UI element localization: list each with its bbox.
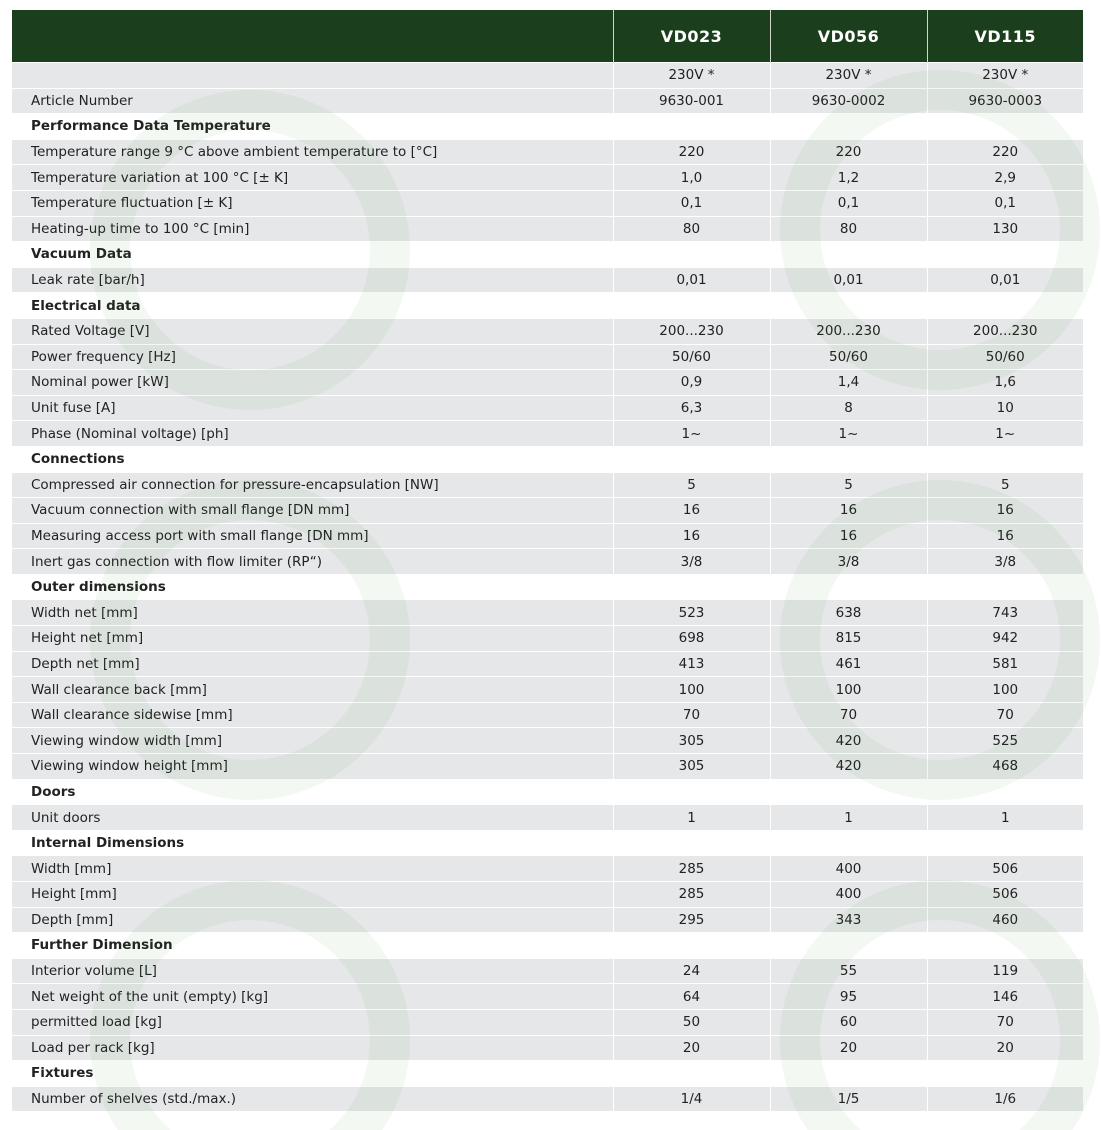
row-value: 80: [613, 216, 770, 242]
row-value: 220: [770, 139, 927, 165]
row-value: 461: [770, 651, 927, 677]
row-value: 146: [927, 984, 1083, 1010]
row-label: permitted load [kg]: [12, 1009, 613, 1035]
row-label: Compressed air connection for pressure-encapsulation [NW]: [12, 472, 613, 498]
row-value: 698: [613, 626, 770, 652]
row-value: 16: [770, 498, 927, 524]
row-value: 3/8: [927, 549, 1083, 575]
row-label: Heating-up time to 100 °C [min]: [12, 216, 613, 242]
row-value: 24: [613, 958, 770, 984]
row-value: 100: [927, 677, 1083, 703]
row-value: 1~: [613, 421, 770, 447]
row-value: 9630-0002: [770, 88, 927, 114]
spec-table: [12, 10, 1083, 1111]
table-row: [12, 267, 1083, 293]
row-value: 10: [927, 395, 1083, 421]
row-value: 581: [927, 651, 1083, 677]
table-row: [12, 1009, 1083, 1035]
row-value: 100: [770, 677, 927, 703]
row-value: 506: [927, 856, 1083, 882]
row-label: Interior volume [L]: [12, 958, 613, 984]
section-title: Vacuum Data: [12, 242, 1083, 268]
table-row: [12, 523, 1083, 549]
row-label: Inert gas connection with flow limiter (RP“): [12, 549, 613, 575]
table-row: [12, 754, 1083, 780]
table-row: [12, 677, 1083, 703]
row-label: Unit doors: [12, 805, 613, 831]
table-row: [12, 1035, 1083, 1061]
section-header-row: [12, 779, 1083, 805]
row-value: 70: [613, 702, 770, 728]
row-label: Leak rate [bar/h]: [12, 267, 613, 293]
row-value: 468: [927, 754, 1083, 780]
table-row: [12, 190, 1083, 216]
row-value: 20: [613, 1035, 770, 1061]
row-label: Number of shelves (std./max.): [12, 1086, 613, 1111]
section-header-row: [12, 933, 1083, 959]
row-value: 0,01: [927, 267, 1083, 293]
row-value: 50/60: [927, 344, 1083, 370]
row-value: 70: [927, 1009, 1083, 1035]
row-value: 8: [770, 395, 927, 421]
row-value: 1/5: [770, 1086, 927, 1111]
row-value: 16: [927, 498, 1083, 524]
table-row: [12, 139, 1083, 165]
row-value: 2,9: [927, 165, 1083, 191]
row-value: 420: [770, 754, 927, 780]
section-title: Performance Data Temperature: [12, 114, 1083, 140]
model-header: VD115: [927, 10, 1083, 63]
section-title: Outer dimensions: [12, 574, 1083, 600]
row-value: 1~: [927, 421, 1083, 447]
row-value: 220: [927, 139, 1083, 165]
row-value: 413: [613, 651, 770, 677]
row-value: 523: [613, 600, 770, 626]
row-value: 305: [613, 728, 770, 754]
row-value: 0,01: [613, 267, 770, 293]
row-value: 220: [613, 139, 770, 165]
row-value: 0,1: [770, 190, 927, 216]
row-value: 506: [927, 882, 1083, 908]
model-header: VD056: [770, 10, 927, 63]
section-title: Electrical data: [12, 293, 1083, 319]
row-value: 1~: [770, 421, 927, 447]
row-label: Width net [mm]: [12, 600, 613, 626]
row-value: 460: [927, 907, 1083, 933]
table-row: [12, 984, 1083, 1010]
row-value: 20: [927, 1035, 1083, 1061]
row-label: Height [mm]: [12, 882, 613, 908]
row-value: 420: [770, 728, 927, 754]
row-value: 3/8: [613, 549, 770, 575]
section-title: Further Dimension: [12, 933, 1083, 959]
table-row: [12, 88, 1083, 114]
row-value: 230V *: [613, 63, 770, 89]
header-row: [12, 10, 1083, 63]
row-label: Height net [mm]: [12, 626, 613, 652]
row-value: 200...230: [613, 318, 770, 344]
section-title: Connections: [12, 446, 1083, 472]
row-value: 9630-0003: [927, 88, 1083, 114]
row-value: 200...230: [770, 318, 927, 344]
table-row: [12, 805, 1083, 831]
row-value: 638: [770, 600, 927, 626]
row-value: 5: [770, 472, 927, 498]
table-row: [12, 370, 1083, 396]
row-label: [12, 63, 613, 89]
row-label: Temperature fluctuation [± K]: [12, 190, 613, 216]
row-label: Unit fuse [A]: [12, 395, 613, 421]
row-value: 743: [927, 600, 1083, 626]
section-header-row: [12, 293, 1083, 319]
table-row: [12, 498, 1083, 524]
row-value: 9630-001: [613, 88, 770, 114]
row-value: 1,4: [770, 370, 927, 396]
row-value: 100: [613, 677, 770, 703]
table-row: [12, 318, 1083, 344]
table-row: [12, 600, 1083, 626]
row-value: 295: [613, 907, 770, 933]
table-row: [12, 216, 1083, 242]
table-row: [12, 395, 1083, 421]
row-value: 1: [927, 805, 1083, 831]
table-row: [12, 702, 1083, 728]
row-value: 130: [927, 216, 1083, 242]
row-value: 942: [927, 626, 1083, 652]
section-title: Fixtures: [12, 1061, 1083, 1087]
row-value: 95: [770, 984, 927, 1010]
row-value: 305: [613, 754, 770, 780]
row-value: 815: [770, 626, 927, 652]
row-value: 1: [770, 805, 927, 831]
row-value: 285: [613, 856, 770, 882]
row-label: Viewing window width [mm]: [12, 728, 613, 754]
row-label: Rated Voltage [V]: [12, 318, 613, 344]
table-row: [12, 626, 1083, 652]
row-value: 3/8: [770, 549, 927, 575]
row-value: 16: [613, 498, 770, 524]
row-value: 1/4: [613, 1086, 770, 1111]
row-label: Vacuum connection with small flange [DN mm]: [12, 498, 613, 524]
row-value: 50/60: [770, 344, 927, 370]
row-label: Nominal power [kW]: [12, 370, 613, 396]
row-value: 1/6: [927, 1086, 1083, 1111]
row-label: Temperature variation at 100 °C [± K]: [12, 165, 613, 191]
table-row: [12, 472, 1083, 498]
section-title: Internal Dimensions: [12, 830, 1083, 856]
row-value: 0,1: [613, 190, 770, 216]
row-value: 230V *: [770, 63, 927, 89]
row-value: 20: [770, 1035, 927, 1061]
table-row: [12, 1086, 1083, 1111]
row-value: 16: [927, 523, 1083, 549]
row-value: 119: [927, 958, 1083, 984]
row-value: 16: [770, 523, 927, 549]
row-value: 525: [927, 728, 1083, 754]
row-value: 1,2: [770, 165, 927, 191]
row-label: Phase (Nominal voltage) [ph]: [12, 421, 613, 447]
row-value: 5: [927, 472, 1083, 498]
row-label: Article Number: [12, 88, 613, 114]
row-label: Depth [mm]: [12, 907, 613, 933]
table-row: [12, 344, 1083, 370]
section-header-row: [12, 574, 1083, 600]
table-row: [12, 63, 1083, 89]
row-label: Wall clearance back [mm]: [12, 677, 613, 703]
section-header-row: [12, 1061, 1083, 1087]
row-value: 5: [613, 472, 770, 498]
row-label: Wall clearance sidewise [mm]: [12, 702, 613, 728]
row-value: 70: [927, 702, 1083, 728]
table-row: [12, 856, 1083, 882]
row-value: 1,0: [613, 165, 770, 191]
row-label: Depth net [mm]: [12, 651, 613, 677]
section-header-row: [12, 446, 1083, 472]
row-value: 6,3: [613, 395, 770, 421]
row-label: Measuring access port with small flange [DN mm]: [12, 523, 613, 549]
row-value: 343: [770, 907, 927, 933]
row-label: Power frequency [Hz]: [12, 344, 613, 370]
row-value: 80: [770, 216, 927, 242]
row-value: 55: [770, 958, 927, 984]
row-value: 16: [613, 523, 770, 549]
row-label: Load per rack [kg]: [12, 1035, 613, 1061]
row-value: 0,9: [613, 370, 770, 396]
row-value: 70: [770, 702, 927, 728]
table-row: [12, 907, 1083, 933]
table-row: [12, 882, 1083, 908]
row-value: 60: [770, 1009, 927, 1035]
row-value: 400: [770, 882, 927, 908]
row-value: 0,01: [770, 267, 927, 293]
table-row: [12, 165, 1083, 191]
row-label: Net weight of the unit (empty) [kg]: [12, 984, 613, 1010]
section-title: Doors: [12, 779, 1083, 805]
row-value: 1,6: [927, 370, 1083, 396]
row-value: 50/60: [613, 344, 770, 370]
row-value: 1: [613, 805, 770, 831]
row-value: 230V *: [927, 63, 1083, 89]
table-row: [12, 651, 1083, 677]
row-value: 400: [770, 856, 927, 882]
row-label: Viewing window height [mm]: [12, 754, 613, 780]
row-value: 50: [613, 1009, 770, 1035]
section-header-row: [12, 114, 1083, 140]
table-row: [12, 549, 1083, 575]
table-row: [12, 958, 1083, 984]
row-label: Temperature range 9 °C above ambient temperature to [°C]: [12, 139, 613, 165]
row-value: 285: [613, 882, 770, 908]
row-label: Width [mm]: [12, 856, 613, 882]
row-value: 0,1: [927, 190, 1083, 216]
header-empty: [12, 10, 613, 63]
table-row: [12, 728, 1083, 754]
row-value: 200...230: [927, 318, 1083, 344]
section-header-row: [12, 830, 1083, 856]
row-value: 64: [613, 984, 770, 1010]
section-header-row: [12, 242, 1083, 268]
model-header: VD023: [613, 10, 770, 63]
table-row: [12, 421, 1083, 447]
